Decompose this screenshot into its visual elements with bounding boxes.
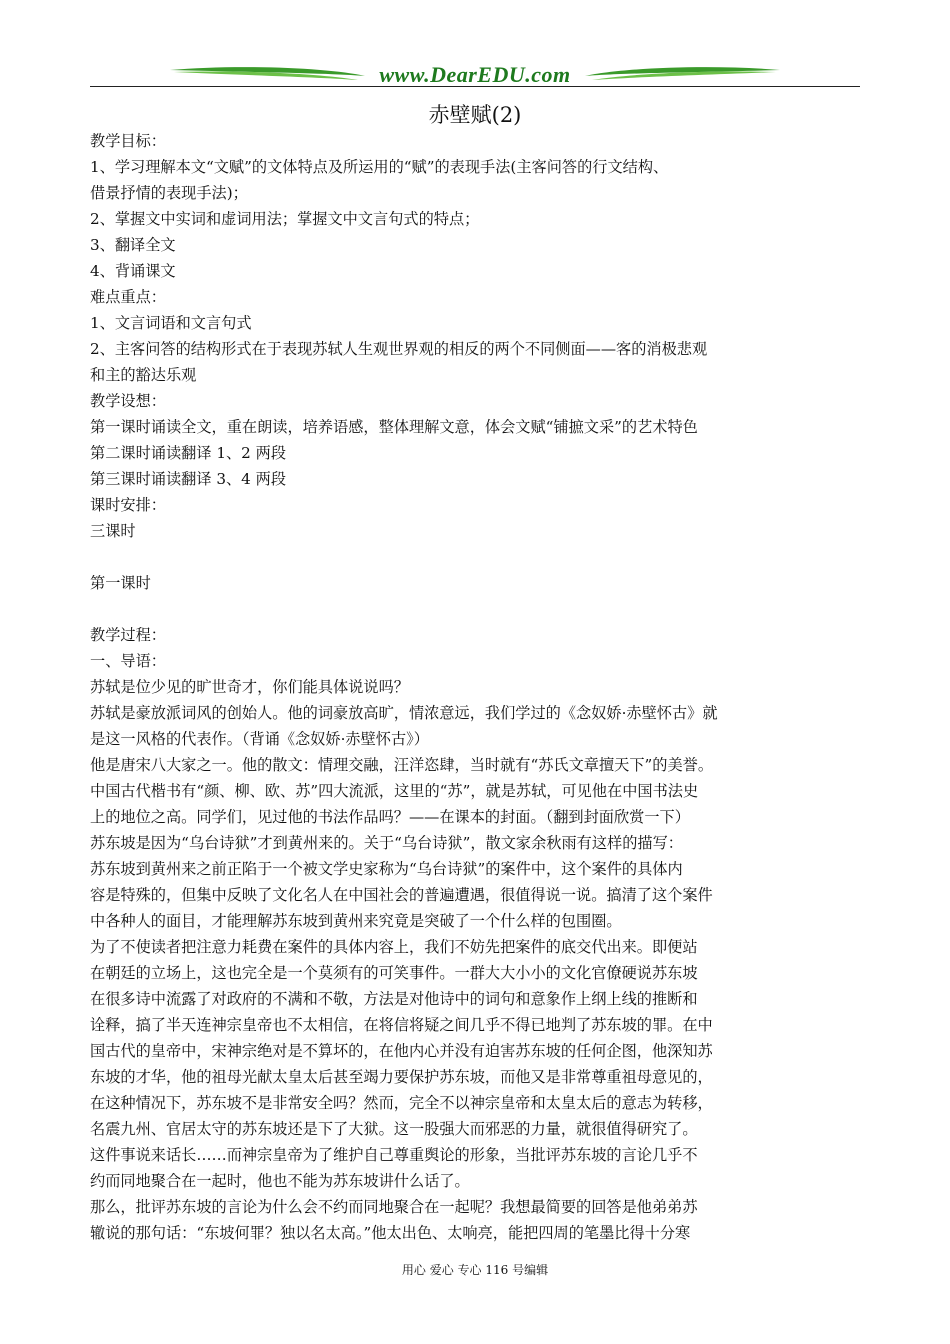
text-line: 第二课时诵读翻译 1、2 两段 <box>90 444 287 462</box>
text-line: 2、掌握文中实词和虚词用法；掌握文中文言句式的特点； <box>90 210 480 228</box>
text-line: 国古代的皇帝中，宋神宗绝对是不算坏的，在他内心并没有迫害苏东坡的任何企图，他深知苏 <box>90 1042 713 1060</box>
document-body <box>90 128 860 1246</box>
text-line: 借景抒情的表现手法)； <box>90 184 248 202</box>
header-divider <box>90 86 860 87</box>
text-line: 辙说的那句话：“东坡何罪？独以名太高。”他太出色、太响亮，能把四周的笔墨比得十分寒 <box>90 1224 691 1242</box>
text-line: 三课时 <box>90 522 136 540</box>
text-line: 一、导语： <box>90 652 166 670</box>
text-line: 1、学习理解本文“文赋”的文体特点及所运用的“赋”的表现手法(主客问答的行文结构、 <box>90 158 669 176</box>
text-line: 东坡的才华，他的祖母光献太皇太后甚至竭力要保护苏东坡，而他又是非常尊重祖母意见的， <box>90 1068 713 1086</box>
text-line: 第三课时诵读翻译 3、4 两段 <box>90 470 287 488</box>
text-line: 那么，批评苏东坡的言论为什么会不约而同地聚合在一起呢？我想最简要的回答是他弟弟苏 <box>90 1198 698 1216</box>
blank-line <box>90 544 860 570</box>
text-line: 教学目标： <box>90 132 166 150</box>
text-line: 1、文言词语和文言句式 <box>90 314 252 332</box>
text-line: 为了不使读者把注意力耗费在案件的具体内容上，我们不妨先把案件的底交代出来。即便站 <box>90 938 698 956</box>
text-line: 约而同地聚合在一起时，他也不能为苏东坡讲什么话了。 <box>90 1172 470 1190</box>
text-line: 上的地位之高。同学们，见过他的书法作品吗？——在课本的封面。（翻到封面欣赏一下） <box>90 808 690 826</box>
text-line: 教学设想： <box>90 392 166 410</box>
text-line: 和主的豁达乐观 <box>90 366 197 384</box>
text-line: 第一课时诵读全文，重在朗读，培养语感，整体理解文意，体会文赋“铺摭文采”的艺术特色 <box>90 418 698 436</box>
text-line: 苏轼是位少见的旷世奇才，你们能具体说说吗？ <box>90 678 409 696</box>
text-line: 容是特殊的，但集中反映了文化名人在中国社会的普遍遭遇，很值得说一说。搞清了这个案件 <box>90 886 713 904</box>
text-line: 3、翻译全文 <box>90 236 176 254</box>
blank-line <box>90 596 860 622</box>
site-header <box>90 58 860 98</box>
page-footer: 用心 爱心 专心 116 号编辑 <box>401 1263 549 1277</box>
text-line: 第一课时 <box>90 574 151 592</box>
text-line: 课时安排： <box>90 496 166 514</box>
text-line: 难点重点： <box>90 288 166 306</box>
text-line: 在很多诗中流露了对政府的不满和不敬，方法是对他诗中的词句和意象作上纲上线的推断和 <box>90 990 698 1008</box>
text-line: 苏轼是豪放派词风的创始人。他的词豪放高旷，情浓意远，我们学过的《念奴娇·赤壁怀古》就 <box>90 704 718 722</box>
text-line: 苏东坡是因为“乌台诗狱”才到黄州来的。关于“乌台诗狱”，散文家余秋雨有这样的描写： <box>90 834 683 852</box>
text-line: 诠释，搞了半天连神宗皇帝也不太相信，在将信将疑之间几乎不得已地判了苏东坡的罪。在中 <box>90 1016 713 1034</box>
text-line: 在朝廷的立场上，这也完全是一个莫须有的可笑事件。一群大大小小的文化官僚硬说苏东坡 <box>90 964 698 982</box>
text-line: 他是唐宋八大家之一。他的散文：情理交融，汪洋恣肆，当时就有“苏氏文章擅天下”的美誉。 <box>90 756 714 774</box>
text-line: 这件事说来话长……而神宗皇帝为了维护自己尊重舆论的形象，当批评苏东坡的言论几乎不 <box>90 1146 698 1164</box>
text-line: 名震九州、官居太守的苏东坡还是下了大狱。这一股强大而邪恶的力量，就很值得研究了。 <box>90 1120 698 1138</box>
text-line: 中各种人的面目，才能理解苏东坡到黄州来究竟是突破了一个什么样的包围圈。 <box>90 912 622 930</box>
text-line: 苏东坡到黄州来之前正陷于一个被文学史家称为“乌台诗狱”的案件中，这个案件的具体内 <box>90 860 683 878</box>
text-line: 是这一风格的代表作。（背诵《念奴娇·赤壁怀古》） <box>90 730 429 748</box>
text-line: 教学过程： <box>90 626 166 644</box>
text-line: 中国古代楷书有“颜、柳、欧、苏”四大流派，这里的“苏”，就是苏轼，可见他在中国书法史 <box>90 782 699 800</box>
site-logo[interactable]: www.DearEDU.com <box>379 62 571 87</box>
document-title: 赤壁赋(2) <box>428 103 522 127</box>
text-line: 4、背诵课文 <box>90 262 176 280</box>
text-line: 2、主客问答的结构形式在于表现苏轼人生观世界观的相反的两个不同侧面——客的消极悲观 <box>90 340 708 358</box>
text-line: 在这种情况下，苏东坡不是非常安全吗？然而，完全不以神宗皇帝和太皇太后的意志为转移， <box>90 1094 713 1112</box>
